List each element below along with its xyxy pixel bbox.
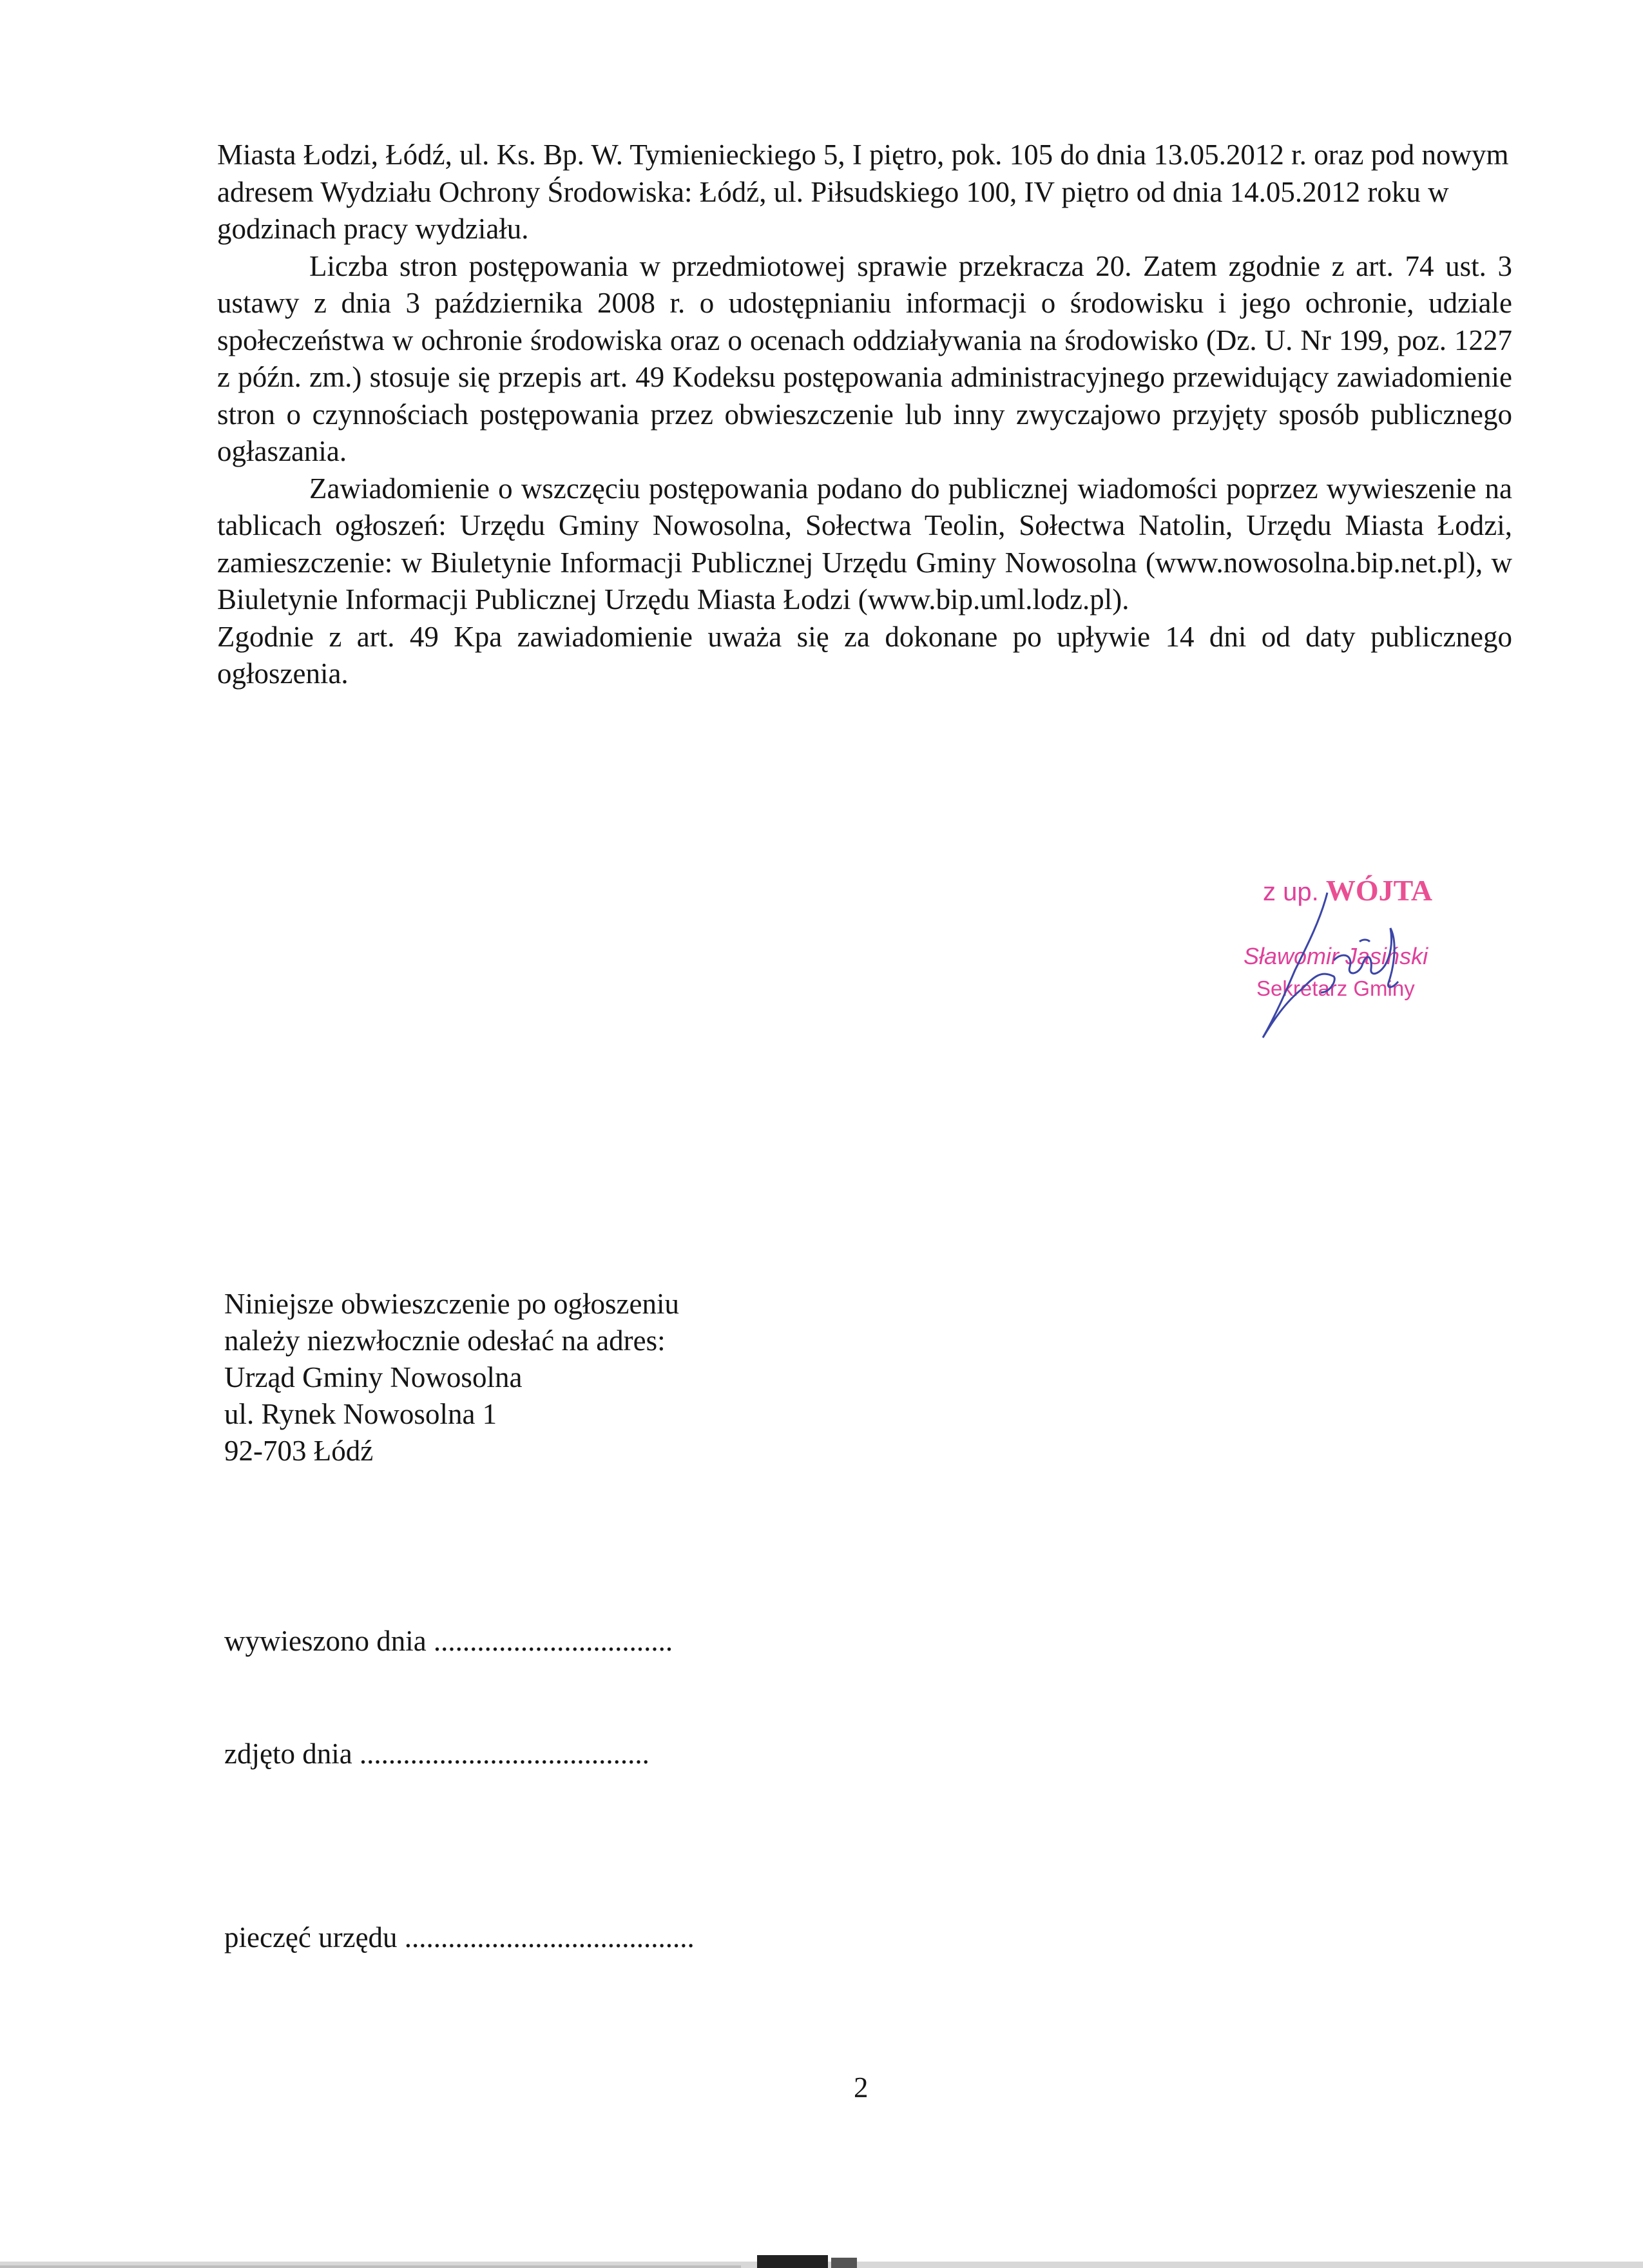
- address-line: należy niezwłocznie odesłać na adres:: [224, 1324, 666, 1357]
- handwritten-signature: [1224, 880, 1482, 1047]
- office-seal-field: pieczęć urzędu ........................................: [224, 1921, 695, 1953]
- paragraph-address-info: Miasta Łodzi, Łódź, ul. Ks. Bp. W. Tymienieckiego 5, I piętro, pok. 105 do dnia 13.05.2012 r. oraz pod nowym adresem Wydziału Ochrony Środowiska: Łódź, ul. Piłsudskiego 100, IV piętro od dnia 14.05.2012 roku w godzinach pracy wydziału.: [217, 139, 1509, 245]
- address-line: 92-703 Łódź: [224, 1435, 374, 1467]
- stamp-role: Sekretarz Gminy: [1256, 976, 1415, 1000]
- page-number: 2: [854, 2071, 869, 2104]
- return-address-block: [224, 1286, 679, 1469]
- address-line: Urząd Gminy Nowosolna: [224, 1361, 523, 1393]
- removed-date-field: zdjęto dnia ........................................: [224, 1738, 649, 1770]
- address-line: Niniejsze obwieszczenie po ogłoszeniu: [224, 1288, 680, 1320]
- scan-edge-artifact: [0, 2253, 1643, 2268]
- address-line: ul. Rynek Nowosolna 1: [224, 1398, 497, 1430]
- stamp-prefix: z up.: [1263, 878, 1319, 906]
- paragraph-parties-count: Liczba stron postępowania w przedmiotowej sprawie przekracza 20. Zatem zgodnie z art. 74 ust. 3 ustawy z dnia 3 października 2008 r. o udostępnianiu informacji o środowisku i jego ochronie, udziale społeczeństwa w ochronie środowiska oraz o ocenach oddziaływania na środowisko (Dz. U. Nr 199, poz. 1227 z późn. zm.) stosuje się przepis art. 49 Kodeksu postępowania administracyjnego przewidujący zawiadomienie stron o czynnościach postępowania przez obwieszczenie lub inny zwyczajowo przyjęty sposób publicznego ogłaszania.: [217, 249, 1512, 467]
- stamp-title: WÓJTA: [1325, 874, 1433, 907]
- paragraph-kpa: Zgodnie z art. 49 Kpa zawiadomienie uważa się za dokonane po upływie 14 dni od daty publicznego ogłoszenia.: [217, 620, 1512, 690]
- paragraph-notification: Zawiadomienie o wszczęciu postępowania podano do publicznej wiadomości poprzez wywieszenie na tablicach ogłoszeń: Urzędu Gminy Nowosolna, Sołectwa Teolin, Sołectwa Natolin, Urzędu Miasta Łodzi, zamieszczenie: w Biuletynie Informacji Publicznej Urzędu Gminy Nowosolna (www.nowosolna.bip.net.pl), w Biuletynie Informacji Publicznej Urzędu Miasta Łodzi (www.bip.uml.lodz.pl).: [217, 472, 1512, 615]
- stamp-name: Sławomir Jasiński: [1244, 943, 1428, 969]
- posted-date-field: wywieszono dnia .................................: [224, 1625, 673, 1657]
- body-text: [217, 137, 1512, 693]
